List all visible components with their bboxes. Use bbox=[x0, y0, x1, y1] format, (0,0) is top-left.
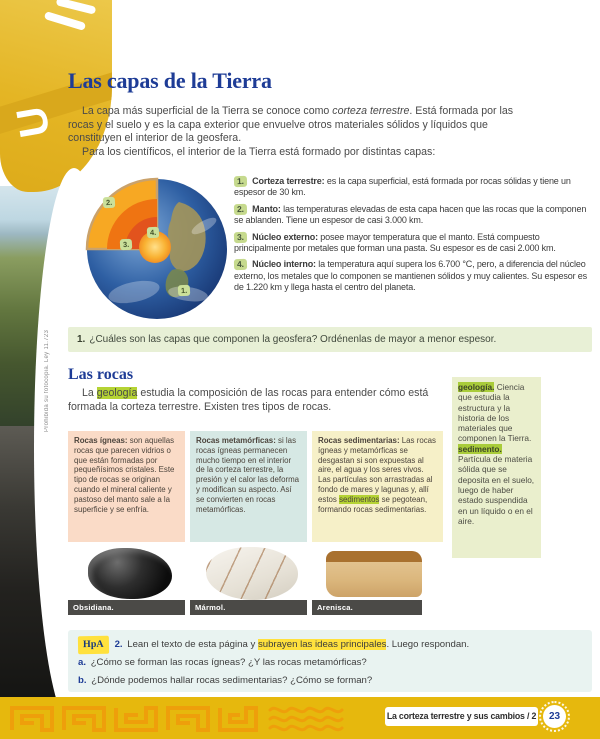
diagram-label-1: 1. bbox=[178, 285, 191, 297]
intro-paragraph-2: Para los científicos, el interior de la Tierra está formado por distintas capas: bbox=[82, 145, 436, 158]
item-number-badge: 1. bbox=[234, 176, 247, 188]
intro-paragraphs bbox=[68, 105, 520, 159]
question-1-band bbox=[68, 327, 592, 352]
layer-item-3: 3. Núcleo externo: posee mayor temperatura que el manto. Está compuesto principalmente por metales que forman una pasta. Su espesor es de casi 2.000 km. bbox=[234, 231, 556, 254]
glossary-term-sedimento: sedimento. bbox=[458, 443, 502, 454]
earth-cutaway-diagram bbox=[84, 174, 230, 320]
layer-item-2: 2. Manto: las temperaturas elevadas de esta capa hacen que las rocas que la componen se ablanden. Tiene un espesor de casi 3.000 km. bbox=[234, 203, 587, 226]
earth-illustration bbox=[84, 174, 230, 320]
activity-instruction: HpA 2. Lean el texto de esta página y subrayen las ideas principales. Luego respondan. bbox=[78, 636, 582, 654]
obsidian-photo bbox=[88, 548, 172, 599]
activity-item-b: b. ¿Dónde podemos hallar rocas sedimentarias? ¿Cómo se forman? bbox=[78, 675, 373, 686]
highlighted-instruction: subrayen las ideas principales bbox=[257, 639, 387, 650]
footer-section-label: La corteza terrestre y sus cambios / 2 bbox=[385, 707, 538, 726]
item-number-badge: 4. bbox=[234, 259, 247, 271]
rocas-intro-paragraph: La geología estudia la composición de las rocas para entender cómo está formada la corteza terrestre. Existen tres tipos de rocas. bbox=[68, 387, 429, 413]
yellow-ribbon-decoration bbox=[0, 0, 112, 192]
sandstone-photo bbox=[326, 551, 422, 597]
item-number-badge: 2. bbox=[234, 204, 247, 216]
hpa-badge: HpA bbox=[78, 636, 109, 655]
rock-box-sedimentarias: Rocas sedimentarias: Las rocas ígneas y metamórficas se desgastan si son expuestas al aire, el agua y los seres vivos. Las partículas son arrastradas al fondo de mares y lagunas y, allí estos sedimentos se pegotean, formando rocas sedimentarias. bbox=[312, 431, 443, 542]
photo-caption-marmol: Mármol. bbox=[190, 600, 307, 615]
copyright-vertical-text: Prohibida su fotocopia. Ley 11.723 bbox=[44, 329, 50, 432]
activity-item-a: a. ¿Cómo se forman las rocas ígneas? ¿Y las rocas metamórficas? bbox=[78, 657, 367, 668]
intro-paragraph-1: La capa más superficial de la Tierra se conoce como corteza terrestre. Está formada por las rocas y el suelo y es la capa exterior que envuelve otros materiales sólidos y líquidos que constituyen el interior de la geosfera. bbox=[68, 105, 514, 145]
ribbon-arc-icon bbox=[44, 11, 87, 31]
layer-item-1: 1. Corteza terrestre: es la capa superficial, está formada por rocas sólidas y tiene un espesor de 30 km. bbox=[234, 175, 571, 198]
activity-2-band bbox=[68, 630, 592, 692]
question-number: 1. bbox=[77, 334, 86, 345]
photo-caption-obsidiana: Obsidiana. bbox=[68, 600, 185, 615]
section-title-las-rocas: Las rocas bbox=[68, 366, 134, 383]
ribbon-arc-icon bbox=[56, 0, 97, 15]
rock-box-metamorficas: Rocas metamórficas: si las rocas ígneas permanecen mucho tiempo en el interior de la corteza terrestre, la presión y el calor las deforma y modifican su aspecto. Así se convierten en rocas metamórficas. bbox=[190, 431, 307, 542]
glossary-term-geologia: geología. bbox=[458, 382, 495, 392]
diagram-label-4: 4. bbox=[147, 227, 160, 239]
layer-item-4: 4. Núcleo interno: la temperatura aquí supera los 6.700 °C, pero, a diferencia del núcleo externo, los metales que lo componen se mantienen sólidos y muy calientes. Su espesor es de 1.220 km y llega hasta el centro del planeta. bbox=[234, 259, 588, 293]
page-number-badge: 23 bbox=[543, 705, 566, 728]
layer-list bbox=[234, 176, 594, 299]
marble-photo bbox=[206, 547, 298, 600]
diagram-label-3: 3. bbox=[120, 239, 133, 251]
glossary-box: geología. Ciencia que estudia la estructura y la historia de los materiales que componen la Tierra. sedimento. Partícula de materia sólida que se deposita en el suelo, luego de haber estado suspendida en un líquido o en el aire. bbox=[452, 377, 541, 558]
footer-pattern-icon bbox=[8, 702, 348, 734]
italic-term: corteza terrestre bbox=[332, 105, 410, 117]
item-number-badge: 3. bbox=[234, 231, 247, 243]
question-text: ¿Cuáles son las capas que componen la geosfera? Ordénenlas de mayor a menor espesor. bbox=[89, 334, 497, 345]
highlighted-term-sedimentos: sedimentos bbox=[339, 494, 380, 504]
page-title: Las capas de la Tierra bbox=[68, 68, 272, 93]
photo-caption-arenisca: Arenisca. bbox=[312, 600, 422, 615]
highlighted-term-geologia: geología bbox=[96, 387, 138, 399]
ribbon-u-glyph: U bbox=[6, 103, 59, 142]
rock-box-igneas: Rocas ígneas: son aquellas rocas que parecen vidrios o que están formadas por pequeñísimos cristales. Este tipo de rocas se originan cuando el mineral caliente y pastoso del manto sale a la superficie y se enfría. bbox=[68, 431, 185, 542]
diagram-label-2: 2. bbox=[103, 197, 116, 209]
activity-number: 2. bbox=[114, 639, 123, 650]
